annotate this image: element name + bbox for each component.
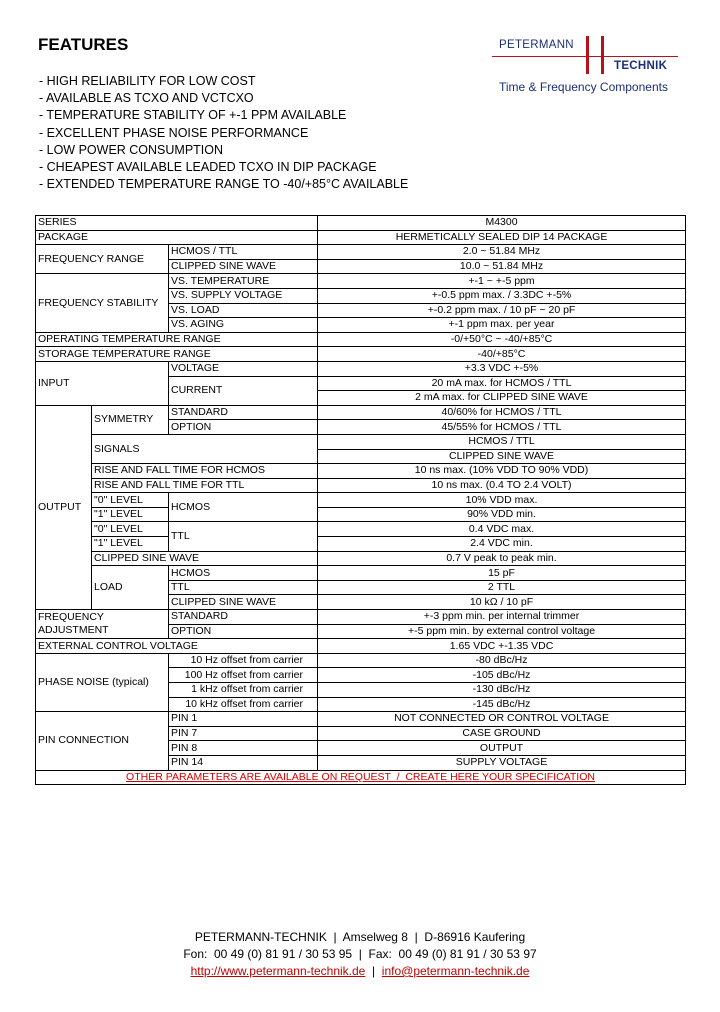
spec-sublabel: SYMMETRY — [92, 405, 169, 434]
spec-group-label: INPUT — [36, 361, 169, 405]
table-row — [36, 464, 686, 479]
spec-group-label: PHASE NOISE (typical) — [36, 653, 169, 711]
spec-sublabel: VS. AGING — [169, 318, 318, 333]
spec-value: 2.0 ~ 51.84 MHz — [318, 245, 686, 260]
spec-value: +-1 ppm max. per year — [318, 318, 686, 333]
spec-value: 45/55% for HCMOS / TTL — [318, 420, 686, 435]
spec-value: -130 dBc/Hz — [318, 683, 686, 698]
footer-phone: Fon: 00 49 (0) 81 91 / 30 53 95 | Fax: 00 49 (0) 81 91 / 30 53 97 — [183, 947, 537, 961]
specification-table — [35, 215, 686, 785]
spec-value: -80 dBc/Hz — [318, 653, 686, 668]
spec-value: 10.0 ~ 51.84 MHz — [318, 259, 686, 274]
spec-value: CLIPPED SINE WAVE — [318, 449, 686, 464]
logo-name-technik: TECHNIK — [614, 60, 668, 72]
footer-address: PETERMANN-TECHNIK | Amselweg 8 | D-86916 Kaufering — [194, 930, 526, 944]
feature-item: - HIGH RELIABILITY FOR LOW COST — [39, 74, 256, 88]
table-row — [36, 770, 686, 785]
spec-sublabel: PIN 8 — [169, 741, 318, 756]
spec-value: 90% VDD min. — [318, 507, 686, 522]
table-row — [36, 522, 686, 537]
spec-value: M4300 — [318, 216, 686, 231]
spec-sublabel: CURRENT — [169, 376, 318, 405]
spec-group-label: FREQUENCY RANGE — [36, 245, 169, 274]
spec-value: 10 kΩ / 10 pF — [318, 595, 686, 610]
spec-value: HCMOS / TTL — [318, 434, 686, 449]
spec-sublabel: SIGNALS — [92, 434, 318, 463]
feature-item: - CHEAPEST AVAILABLE LEADED TCXO IN DIP PACKAGE — [39, 159, 377, 174]
spec-value: HERMETICALLY SEALED DIP 14 PACKAGE — [318, 230, 686, 245]
spec-value: NOT CONNECTED OR CONTROL VOLTAGE — [318, 712, 686, 727]
spec-group-label: PIN CONNECTION — [36, 712, 169, 770]
table-row — [36, 245, 686, 260]
spec-sublabel: PIN 7 — [169, 726, 318, 741]
spec-sublabel: STANDARD — [169, 405, 318, 420]
table-row — [36, 361, 686, 376]
spec-sublabel: HCMOS / TTL — [169, 245, 318, 260]
spec-value: +-3 ppm min. per internal trimmer — [318, 610, 686, 625]
spec-label: EXTERNAL CONTROL VOLTAGE — [36, 639, 318, 654]
spec-value: 20 mA max. for HCMOS / TTL — [318, 376, 686, 391]
table-row — [36, 712, 686, 727]
spec-value: +-5 ppm min. by external control voltage — [318, 624, 686, 639]
logo-tagline: Time & Frequency Components — [499, 80, 668, 94]
spec-sublabel: HCMOS — [169, 493, 318, 522]
spec-sublabel: 10 Hz offset from carrier — [169, 653, 318, 668]
page-title: FEATURES — [38, 35, 129, 54]
table-row — [36, 537, 686, 552]
spec-value: SUPPLY VOLTAGE — [318, 755, 686, 770]
table-row — [36, 639, 686, 654]
table-row — [36, 507, 686, 522]
spec-value: OUTPUT — [318, 741, 686, 756]
spec-value: 40/60% for HCMOS / TTL — [318, 405, 686, 420]
email-link[interactable]: info@petermann-technik.de — [381, 964, 530, 978]
spec-value: 2.4 VDC min. — [318, 537, 686, 552]
spec-sublabel: HCMOS — [169, 566, 318, 581]
spec-sublabel: "0" LEVEL — [92, 493, 169, 508]
spec-sublabel: 100 Hz offset from carrier — [169, 668, 318, 683]
spec-sublabel: VS. LOAD — [169, 303, 318, 318]
table-row — [36, 274, 686, 289]
spec-value: -145 dBc/Hz — [318, 697, 686, 712]
spec-value: +-0.2 ppm max. / 10 pF ~ 20 pF — [318, 303, 686, 318]
spec-value: +3.3 VDC +-5% — [318, 361, 686, 376]
feature-item: - EXTENDED TEMPERATURE RANGE TO -40/+85°C AVAILABLE — [39, 177, 409, 192]
spec-sublabel: CLIPPED SINE WAVE — [92, 551, 318, 566]
spec-value: 0.4 VDC max. — [318, 522, 686, 537]
table-row — [36, 610, 686, 625]
spec-sublabel: "1" LEVEL — [92, 537, 169, 552]
spec-value: 10 ns max. (10% VDD TO 90% VDD) — [318, 464, 686, 479]
table-row — [36, 653, 686, 668]
page-footer — [0, 929, 720, 980]
spec-value: 10% VDD max. — [318, 493, 686, 508]
spec-value: CASE GROUND — [318, 726, 686, 741]
spec-sublabel: LOAD — [92, 566, 169, 610]
spec-sublabel: CLIPPED SINE WAVE — [169, 259, 318, 274]
table-row — [36, 230, 686, 245]
spec-value: -105 dBc/Hz — [318, 668, 686, 683]
spec-value: -40/+85°C — [318, 347, 686, 362]
spec-sublabel: OPTION — [169, 420, 318, 435]
spec-value: 2 mA max. for CLIPPED SINE WAVE — [318, 391, 686, 406]
spec-group-label: FREQUENCY ADJUSTMENT — [36, 610, 169, 639]
table-row — [36, 434, 686, 449]
spec-label: SERIES — [36, 216, 318, 231]
spec-sublabel: RISE AND FALL TIME FOR HCMOS — [92, 464, 318, 479]
company-logo — [492, 36, 692, 98]
spec-sublabel: VS. SUPPLY VOLTAGE — [169, 288, 318, 303]
footer-separator: | — [365, 964, 382, 978]
table-row — [36, 405, 686, 420]
footer-links — [0, 963, 720, 980]
spec-sublabel: STANDARD — [169, 610, 318, 625]
spec-sublabel: "1" LEVEL — [92, 507, 169, 522]
logo-divider — [492, 56, 678, 57]
table-row — [36, 478, 686, 493]
spec-sublabel: TTL — [169, 522, 318, 551]
website-link[interactable]: http://www.petermann-technik.de — [190, 964, 366, 978]
spec-sublabel: TTL — [169, 580, 318, 595]
logo-name-petermann: PETERMANN — [499, 39, 574, 51]
spec-group-label: FREQUENCY STABILITY — [36, 274, 169, 332]
spec-sublabel: PIN 1 — [169, 712, 318, 727]
table-row — [36, 332, 686, 347]
feature-item: - LOW POWER CONSUMPTION — [39, 142, 224, 157]
spec-sublabel: VS. TEMPERATURE — [169, 274, 318, 289]
spec-sublabel: VOLTAGE — [169, 361, 318, 376]
table-row — [36, 493, 686, 508]
spec-group-label: OUTPUT — [36, 405, 92, 609]
table-row — [36, 551, 686, 566]
spec-label: PACKAGE — [36, 230, 318, 245]
table-row — [36, 566, 686, 581]
spec-value: 15 pF — [318, 566, 686, 581]
spec-label: STORAGE TEMPERATURE RANGE — [36, 347, 318, 362]
spec-sublabel: OPTION — [169, 624, 318, 639]
spec-label: OPERATING TEMPERATURE RANGE — [36, 332, 318, 347]
spec-value: 10 ns max. (0.4 TO 2.4 VOLT) — [318, 478, 686, 493]
spec-value: -0/+50°C ~ -40/+85°C — [318, 332, 686, 347]
feature-item: - TEMPERATURE STABILITY OF +-1 PPM AVAILABLE — [39, 108, 347, 123]
spec-value: 0.7 V peak to peak min. — [318, 551, 686, 566]
spec-value: +-0.5 ppm max. / 3.3DC +-5% — [318, 288, 686, 303]
table-row — [36, 216, 686, 231]
feature-item: - EXCELLENT PHASE NOISE PERFORMANCE — [39, 125, 309, 140]
spec-sublabel: PIN 14 — [169, 755, 318, 770]
spec-value: +-1 ~ +-5 ppm — [318, 274, 686, 289]
spec-sublabel: 1 kHz offset from carrier — [169, 683, 318, 698]
spec-sublabel: CLIPPED SINE WAVE — [169, 595, 318, 610]
spec-sublabel: 10 kHz offset from carrier — [169, 697, 318, 712]
spec-sublabel: RISE AND FALL TIME FOR TTL — [92, 478, 318, 493]
feature-item: - AVAILABLE AS TCXO AND VCTCXO — [39, 91, 254, 106]
custom-spec-link[interactable]: OTHER PARAMETERS ARE AVAILABLE ON REQUEST / CREATE HERE YOUR SPECIFICATION — [36, 770, 686, 785]
table-row — [36, 347, 686, 362]
spec-value: 1.65 VDC +-1.35 VDC — [318, 639, 686, 654]
logo-bar — [601, 36, 604, 74]
logo-bar — [586, 36, 589, 74]
spec-value: 2 TTL — [318, 580, 686, 595]
spec-sublabel: "0" LEVEL — [92, 522, 169, 537]
feature-list — [39, 73, 408, 193]
